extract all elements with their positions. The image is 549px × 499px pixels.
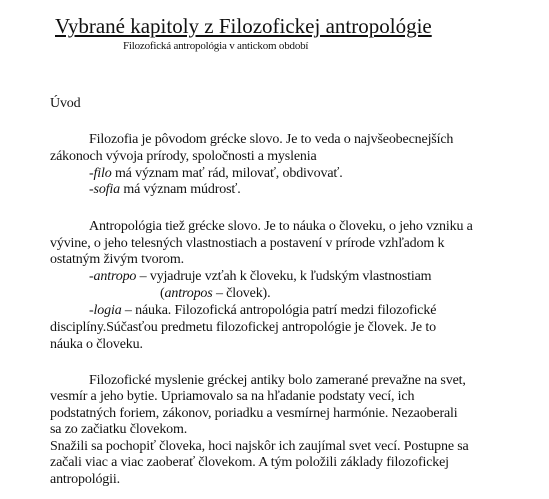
paragraph-3-line-2: vesmír a jeho bytie. Upriamovalo sa na hľadanie podstaty vecí, ich	[50, 389, 415, 404]
definition-antropo: -antropo – vyjadruje vzťah k človeku, k ľudským vlastnostiam	[89, 269, 432, 284]
paragraph-1-line-1: Filozofia je pôvodom grécke slovo. Je to veda o najvšeobecnejších	[89, 132, 454, 147]
section-heading: Úvod	[50, 96, 81, 111]
definition-antropos-text: – človek).	[212, 286, 271, 301]
paragraph-2-line-3: ostatným živým tvorom.	[50, 252, 184, 267]
definition-sofia-text: má význam múdrosť.	[120, 182, 241, 197]
term-logia: logia	[93, 303, 122, 318]
definition-logia: -logia – náuka. Filozofická antropológia patrí medzi filozofické	[89, 303, 437, 318]
paragraph-3-line-1: Filozofické myslenie gréckej antiky bolo zamerané prevažne na svet,	[89, 373, 466, 388]
definition-filo-text: má význam mať rád, milovať, obdivovať.	[111, 166, 343, 181]
term-sofia: sofia	[93, 182, 120, 197]
definition-antropo-text: – vyjadruje vzťah k človeku, k ľudským vlastnostiam	[136, 269, 432, 284]
term-antropos: antropos	[164, 286, 213, 301]
paragraph-2-line-2: vývine, o jeho telesných vlastnostiach a postavení v prírode vzhľadom k	[50, 236, 445, 251]
document-title: Vybrané kapitoly z Filozofickej antropológie	[55, 14, 432, 38]
paragraph-2-line-1: Antropológia tiež grécke slovo. Je to náuka o človeku, o jeho vzniku a	[89, 219, 473, 234]
definition-sofia: -sofia má význam múdrosť.	[89, 182, 241, 197]
paragraph-2-line-7: náuka o človeku.	[50, 337, 143, 352]
paragraph-1-line-2: zákonoch vývoja prírody, spoločnosti a myslenia	[50, 149, 317, 164]
paragraph-3-line-4: sa zo začiatku človekom.	[50, 422, 188, 437]
document-subtitle: Filozofická antropológia v antickom období	[123, 40, 309, 52]
paragraph-2-line-6: disciplíny.Súčasťou predmetu filozofickej antropológie je človek. Je to	[50, 320, 436, 335]
paragraph-3-line-7: antropológii.	[50, 472, 120, 487]
paragraph-3-line-6: začali viac a viac zaoberať človekom. A tým položili základy filozofickej	[50, 455, 449, 470]
definition-filo: -filo má význam mať rád, milovať, obdivovať.	[89, 166, 343, 181]
term-filo: filo	[93, 166, 112, 181]
paragraph-3-line-3: podstatných foriem, zákonov, poriadku a vesmírnej harmónie. Nezaoberali	[50, 406, 458, 421]
paragraph-3-line-5: Snažili sa pochopiť človeka, hoci najskôr ich zaujímal svet vecí. Postupne sa	[50, 439, 469, 454]
definition-antropos	[160, 286, 270, 302]
definition-logia-text: – náuka. Filozofická antropológia patrí medzi filozofické	[121, 303, 437, 318]
term-antropo: antropo	[93, 269, 137, 284]
paren-open: (	[160, 286, 165, 301]
